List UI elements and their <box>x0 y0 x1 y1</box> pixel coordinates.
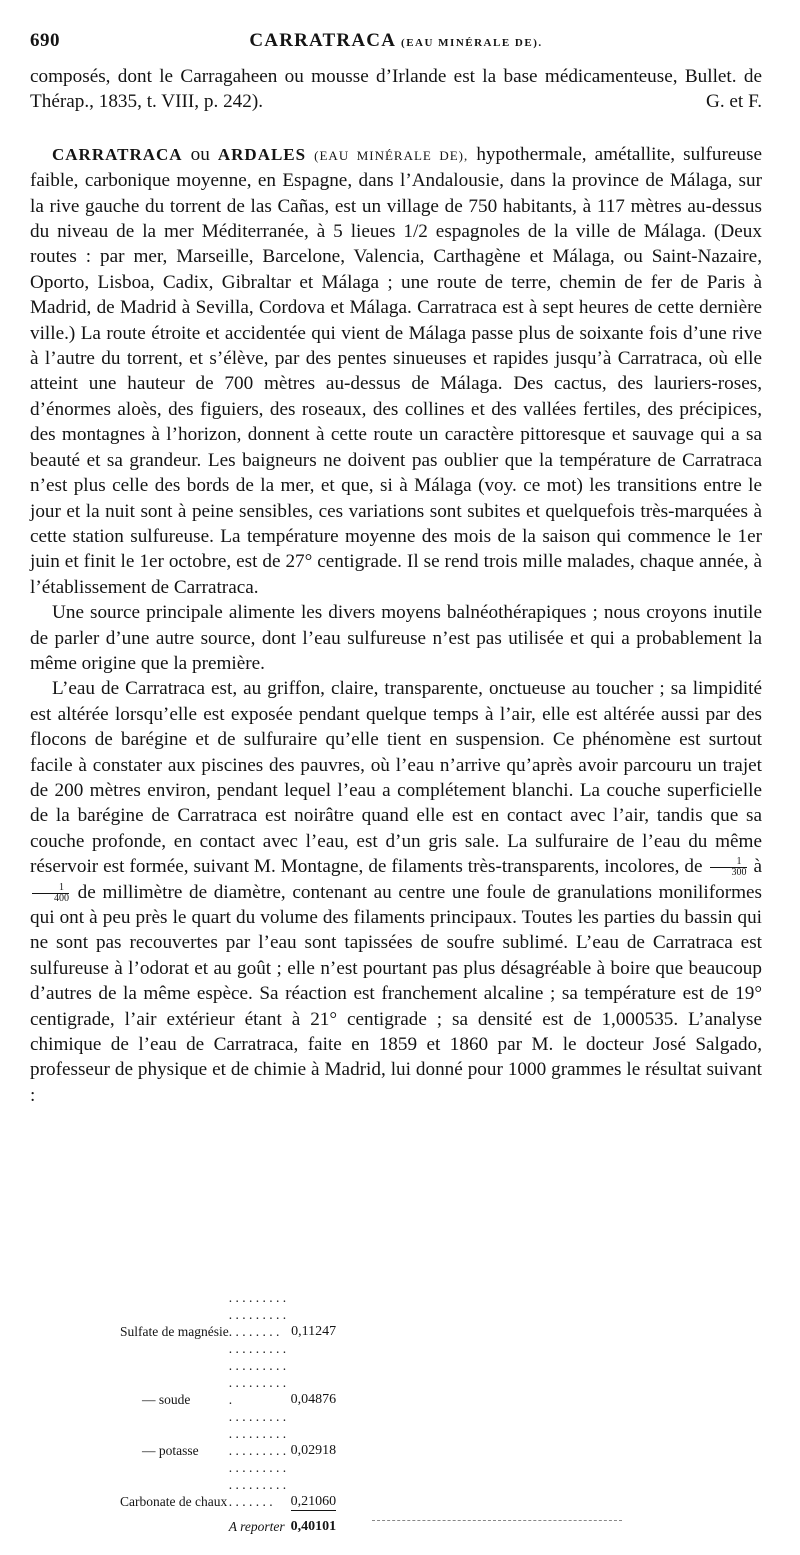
table-row <box>120 1289 336 1340</box>
analysis-label: Sulfate de magnésie <box>120 1324 229 1339</box>
leader-dots: . . . . . . . . . . . . . . . . . . . . . . . . . . <box>228 1290 287 1339</box>
carry-label: A reporter <box>228 1518 285 1534</box>
table-row <box>120 1340 336 1408</box>
analysis-value: 0,04876 <box>290 1392 337 1407</box>
paragraph-source: Une source principale alimente les divers moyens balnéothérapiques ; nous croyons inutile de parler d’une autre source, dont l’eau sulfureuse n’est pas utilisée et qui a probablement la même origine que la première. <box>30 602 762 674</box>
entry-headword-alt: ARDALES <box>217 144 307 164</box>
leader-dots: . . . . . . . . . . . . . . . . . . . . . . . . . . . <box>228 1409 287 1458</box>
author-signature: G. et F. <box>705 91 762 113</box>
entry-headword: CARRATRACA <box>52 144 183 164</box>
leader-dots: . . . . . . . . . . . . . . . . . . . . . . . . . <box>228 1460 287 1509</box>
paragraph-properties-part2: de millimètre de diamètre, contenant au centre une foule de granulations moniliformes qui ont à peu près le quart du volume des filaments principaux. Toutes les parties du bassin qui ne sont pas recouvertes par l’eau sont tapissées de soufre sublimé. L’eau de Carratraca est sulfureuse à l’odorat et au goût ; elle n’est pourtant pas plus désagréable à boire que beaucoup d’autres de la même espèce. Sa réaction est franchement alcaline ; sa température est de 19° centigrade, l’air extérieur étant à 21° centigrade ; sa densité est de 1,000535. L’analyse chimique de l’eau de Carratraca, faite en 1859 et 1860 par M. le docteur José Salgado, professeur de physique et de chimie à Madrid, lui donné pour 1000 grammes le résultat suivant : <box>30 881 763 1106</box>
analysis-label: — soude <box>142 1392 191 1407</box>
paragraph-continuation <box>30 64 762 115</box>
table-row <box>120 1408 336 1459</box>
analysis-table <box>120 1289 336 1535</box>
page-number: 690 <box>30 30 60 51</box>
fraction-1-300: $\frac{1}{300}$ <box>710 857 747 878</box>
page-header <box>30 30 762 64</box>
entry-body: hypothermale, amétallite, sulfureuse faible, carbonique moyenne, en Espagne, dans l’Andalousie, dans la province de Málaga, sur la rive gauche du torrent de las Cañas, est un village de 750 habitants, à 117 mètres au-dessus du niveau de la mer Méditerranée, à 5 lieues 1/2 espagnoles de la ville de Málaga. (Deux routes : par mer, Marseille, Barcelone, Valencia, Carthagène et Málaga, ou Saint-Nazaire, Oporto, Lisboa, Cadix, Gibraltar et Málaga ; une route de terre, chemin de fer de Paris à Madrid, de Madrid à Sevilla, Cordova et Málaga. Carratraca est à sept heures de cette dernière ville.) La route étroite et accidentée qui vient de Málaga passe plus de soixante fois d’une rive à l’autre du torrent, et s’élève, par des pentes sinueuses et rapides jusqu’à Carratraca, où elle atteint une hauteur de 700 mètres au-dessus de Málaga. Des cactus, des lauriers-roses, d’énormes aloès, des figuiers, des roseaux, des collines et des vallées fertiles, des précipices, des montagnes à l’horizon, donnent à cette route un caractère pittoresque et sauvage qui a sa beauté et sa grandeur. Les baigneurs ne doivent pas oublier que la température de Carratraca n’est plus celle des bords de la mer, et que, si à Málaga (voy. ce mot) les transitions entre le jour et la nuit sont à peine sensibles, ces variations sont subites et quelquefois très-marquées à cette station sulfureuse. La température moyenne des mois de la saison qui commence le 1er juin et finit le 1er octobre, est de 27° centigrade. Il se rend trois mille malades, chaque année, à l’établissement de Carratraca. <box>30 143 762 598</box>
analysis-label: — potasse <box>142 1443 199 1458</box>
page <box>30 30 762 1108</box>
leader-dots: . . . . . . . . . . . . . . . . . . . . . . . . . . . . <box>228 1341 287 1407</box>
carry-cell <box>229 1510 291 1535</box>
running-title-main: CARRATRACA <box>249 30 396 51</box>
paragraph-continuation-text: composés, dont le Carragaheen ou mousse d’Irlande est la base médicamenteuse, Bullet. de Thérap., 1835, t. VIII, p. 242). <box>30 66 762 113</box>
empty-cell <box>120 1510 229 1535</box>
table-row-carry <box>120 1510 336 1535</box>
analysis-value: 0,11247 <box>291 1324 337 1339</box>
paragraph-properties <box>30 676 762 1108</box>
analysis-label: Carbonate de chaux <box>120 1494 228 1509</box>
fraction-1-400: $\frac{1}{400}$ <box>32 883 69 904</box>
analysis-value: 0,02918 <box>290 1443 337 1458</box>
running-title-sub: (EAU MINÉRALE DE). <box>401 37 543 49</box>
table-row <box>120 1459 336 1510</box>
running-title <box>30 30 762 52</box>
carry-value: 0,40101 <box>291 1510 337 1535</box>
paragraph-properties-part1: L’eau de Carratraca est, au griffon, claire, transparente, onctueuse au toucher ; sa limpidité est altérée lorsqu’elle est exposée pendant quelque temps à l’air, elle est altérée aussi par des flocons de barégine et de sulfuraire qu’elle tient en suspension. Ce phénomène est surtout facile à constater aux piscines des pauvres, où l’eau n’arrive qu’après avoir parcouru un trajet de 200 mètres environ, pendant lequel l’eau a complétement blanchi. La couche superficielle de la barégine de Carratraca est noirâtre quand elle est en contact avec l’air, tandis que sa couche profonde, en contact avec l’eau, est d’un gris sale. La sulfuraire de l’eau du même réservoir est formée, suivant M. Montagne, de filaments très-transparents, incolores, de <box>30 678 762 878</box>
analysis-value: 0,21060 <box>290 1493 337 1509</box>
fraction-joiner: à <box>753 856 762 878</box>
entry-subtitle: (EAU MINÉRALE DE), <box>314 147 469 163</box>
article-entry-carratraca <box>30 142 762 600</box>
entry-or: ou <box>190 143 210 165</box>
footer-rule <box>372 1520 622 1521</box>
